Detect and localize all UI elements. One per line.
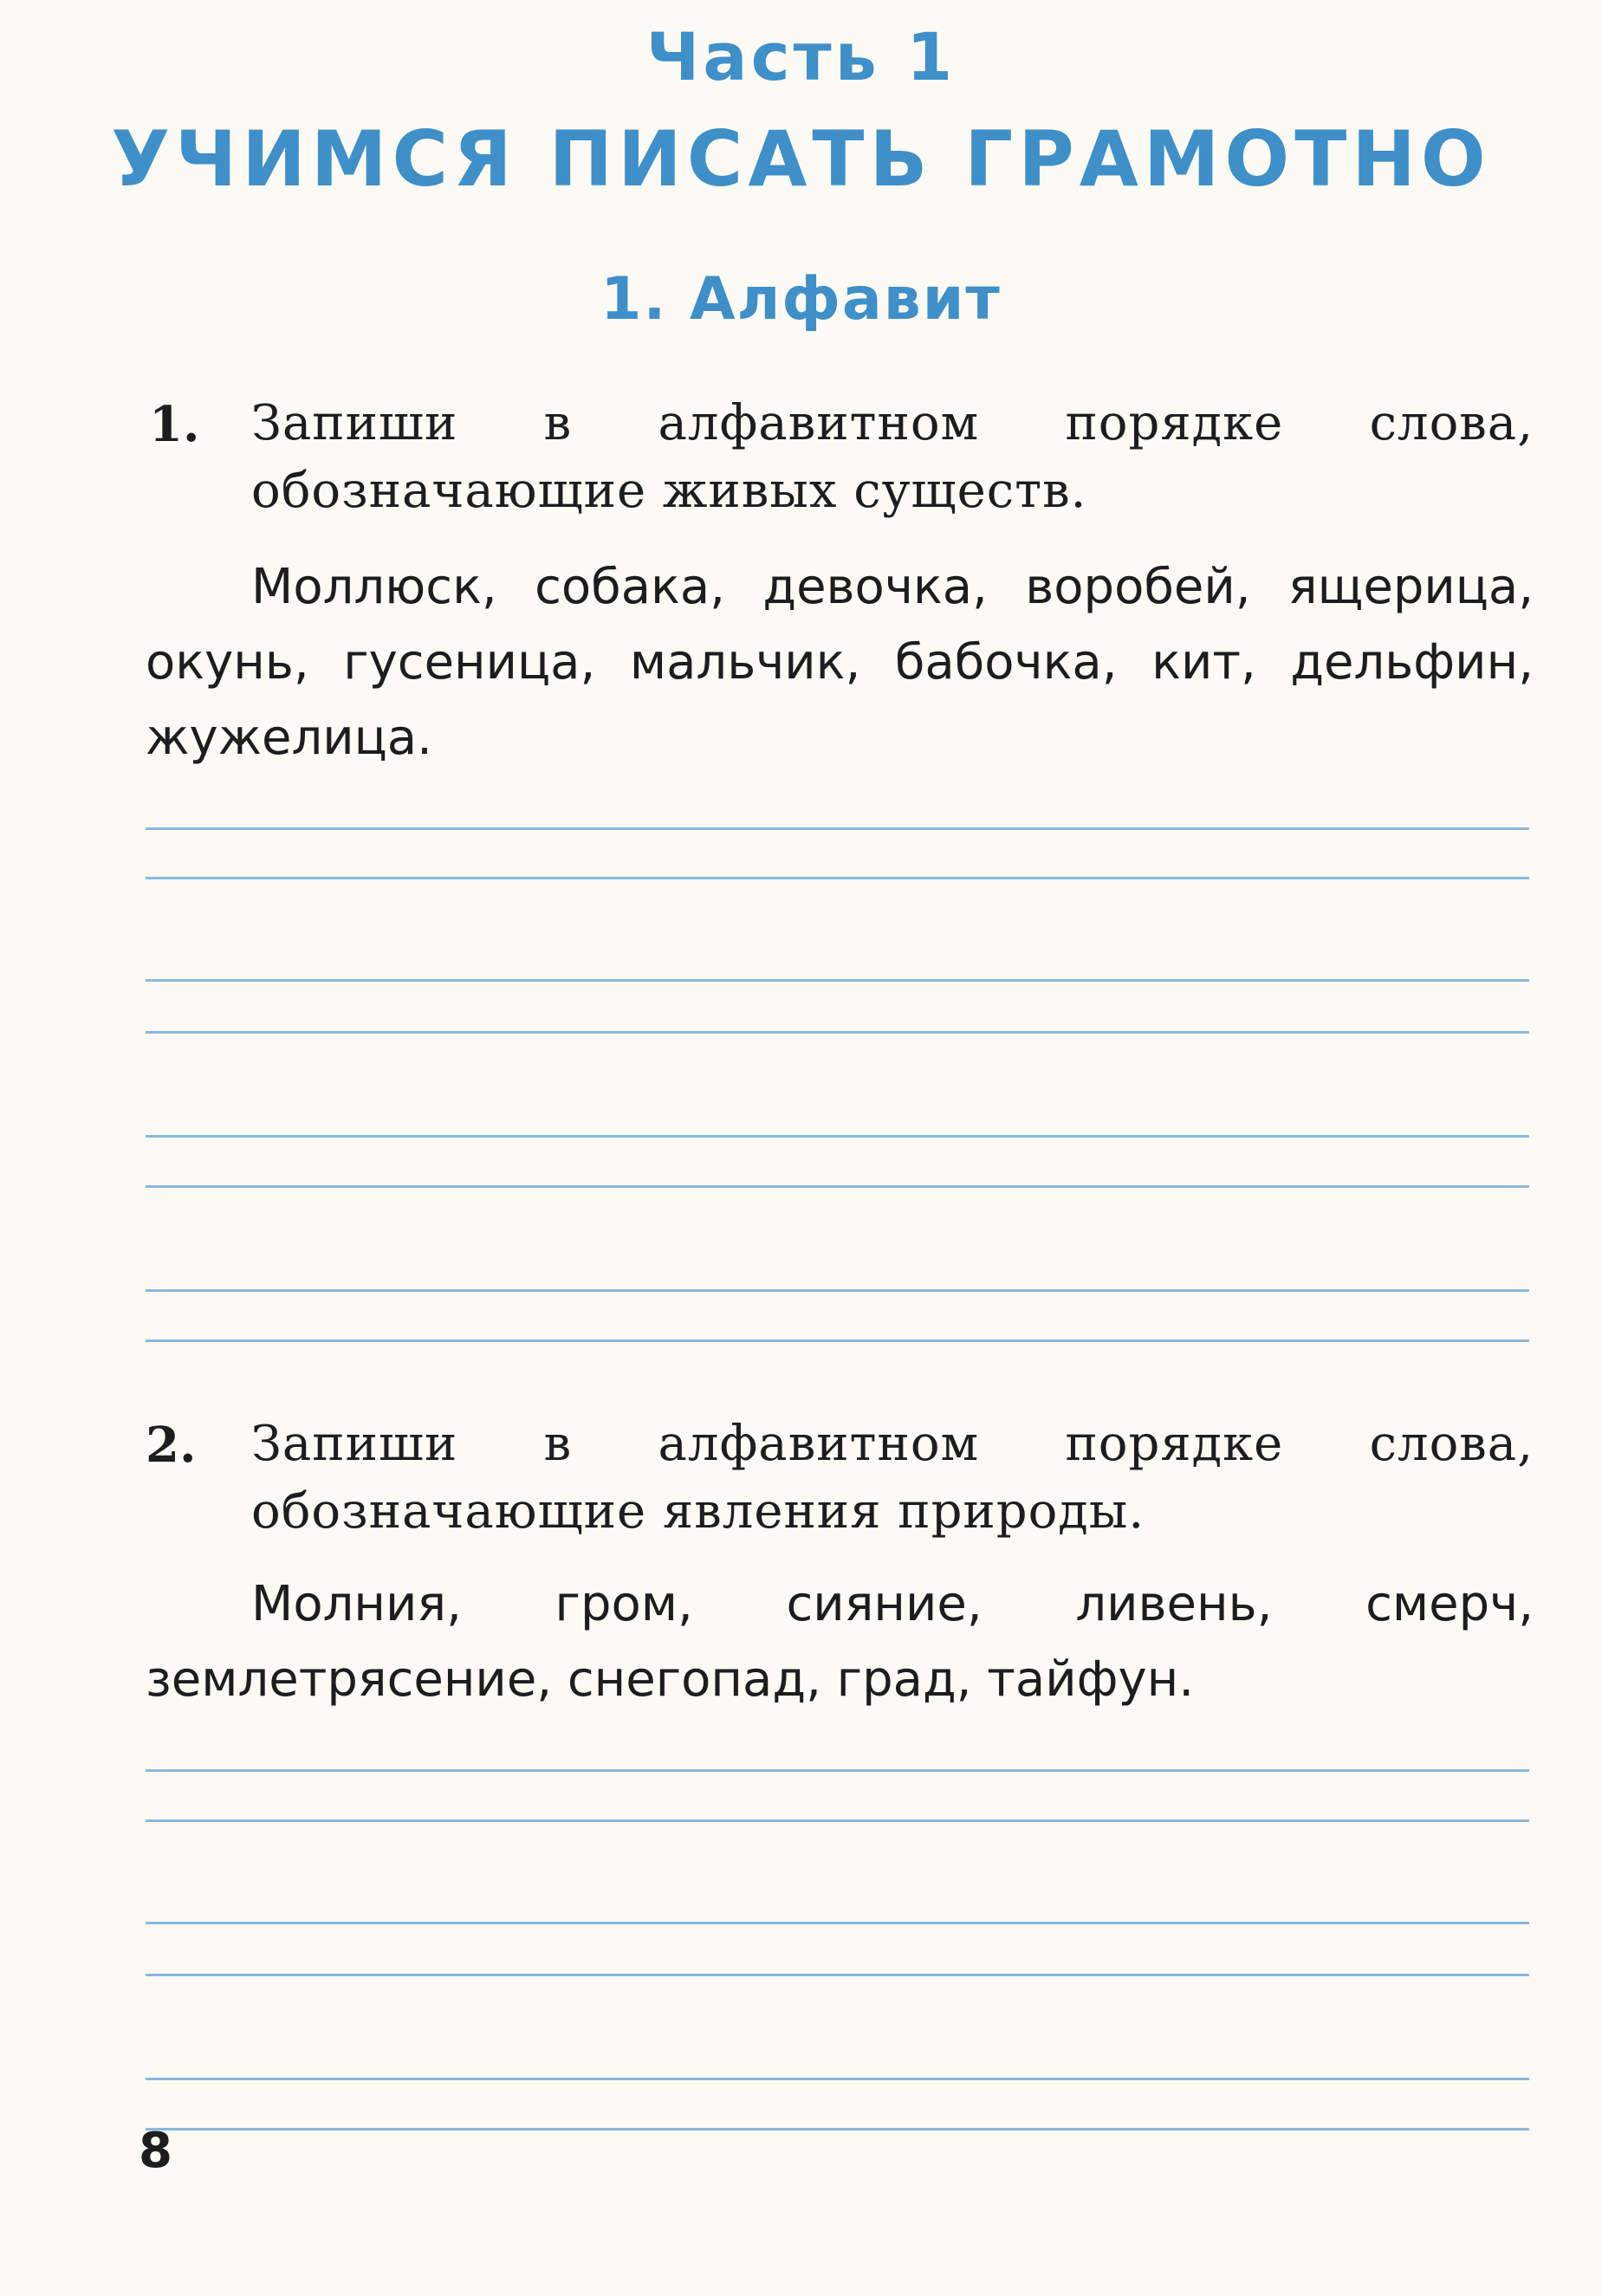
- part-title: Часть 1: [645, 18, 957, 95]
- task-number: 1.: [149, 396, 200, 453]
- answer-line: [146, 1819, 1529, 1822]
- answer-line: [146, 979, 1529, 982]
- answer-line: [146, 877, 1529, 879]
- task-word-list: Моллюск, собака, девочка, воробей, ящерица, окунь, гусеница, мальчик, бабочка, кит, дельфин, жужелица.: [146, 559, 1534, 766]
- section-title: 1. Алфавит: [600, 265, 1002, 334]
- answer-line: [146, 1769, 1529, 1772]
- answer-line: [146, 1185, 1529, 1188]
- answer-line: [146, 827, 1529, 830]
- answer-line: [146, 1339, 1529, 1342]
- task-number: 2.: [146, 1417, 197, 1474]
- answer-line: [146, 1974, 1529, 1976]
- page-number: 8: [139, 2123, 172, 2179]
- task-instruction: Запиши в алфавитном порядке слова, обозначающие явления природы.: [251, 1416, 1534, 1540]
- main-title: УЧИМСЯ ПИСАТЬ ГРАМОТНО: [111, 114, 1491, 204]
- answer-line: [146, 2078, 1529, 2080]
- answer-line: [146, 1031, 1529, 1034]
- answer-line: [146, 2128, 1529, 2131]
- task-instruction: Запиши в алфавитном порядке слова, обозначающие живых существ.: [251, 395, 1534, 519]
- task-word-list: Молния, гром, сияние, ливень, смерч, землетрясение, снегопад, град, тайфун.: [146, 1576, 1534, 1708]
- answer-line: [146, 1135, 1529, 1138]
- answer-line: [146, 1922, 1529, 1924]
- answer-line: [146, 1289, 1529, 1292]
